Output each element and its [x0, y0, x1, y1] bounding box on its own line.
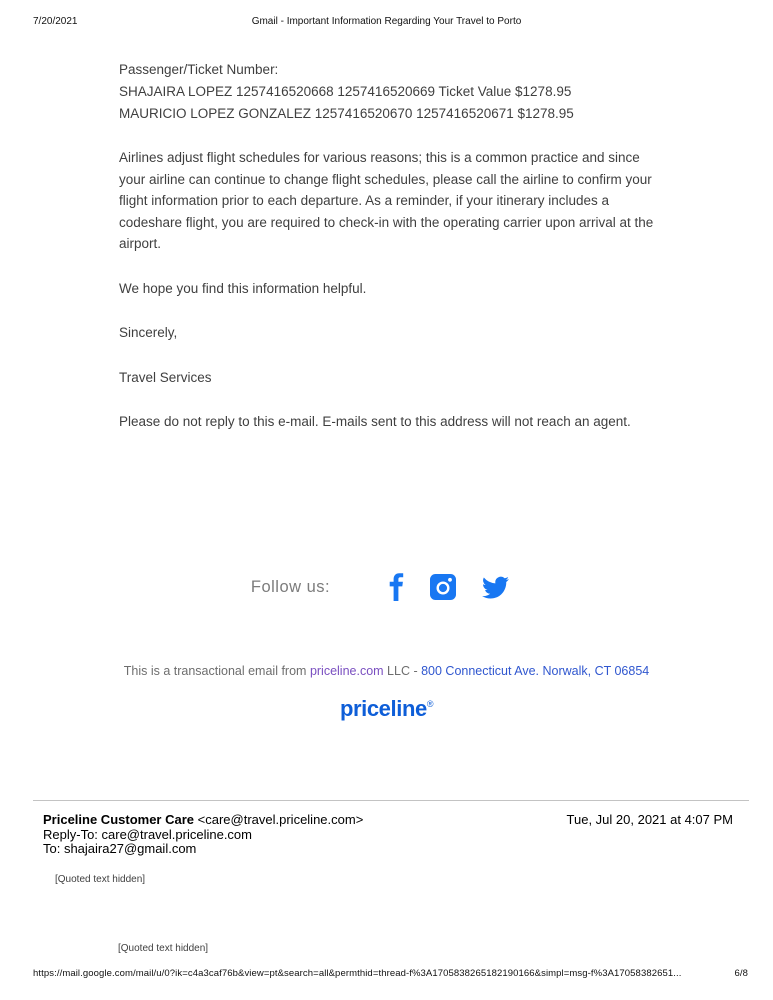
priceline-logo	[340, 696, 433, 721]
paragraph-no-reply: Please do not reply to this e-mail. E-mails sent to this address will not reach an agent.	[119, 414, 631, 429]
priceline-logo-text: priceline	[339, 696, 427, 721]
passenger-line: SHAJAIRA LOPEZ 1257416520668 1257416520669 Ticket Value $1278.95	[119, 84, 572, 99]
message-header	[43, 813, 733, 857]
divider	[33, 800, 749, 801]
from-line	[43, 813, 363, 828]
to-line: To: shajaira27@gmail.com	[43, 841, 197, 856]
address-link[interactable]: 800 Connecticut Ave. Norwalk, CT 06854	[421, 664, 650, 678]
transactional-line	[0, 664, 773, 678]
registered-mark: ®	[426, 699, 434, 709]
from-name: Priceline Customer Care	[43, 812, 195, 827]
email-body	[119, 59, 659, 456]
message-date: Tue, Jul 20, 2021 at 4:07 PM	[566, 812, 733, 827]
follow-us-label: Follow us:	[250, 577, 331, 596]
print-footer	[33, 968, 748, 979]
passenger-ticket-block	[119, 59, 659, 125]
quoted-text-hidden: [Quoted text hidden]	[118, 943, 209, 954]
print-date: 7/20/2021	[33, 16, 78, 27]
print-title: Gmail - Important Information Regarding Your Travel to Porto	[251, 16, 522, 27]
priceline-com-link[interactable]: priceline.com	[309, 664, 384, 678]
print-header	[33, 16, 740, 27]
quoted-text-hidden: [Quoted text hidden]	[55, 874, 146, 885]
facebook-icon[interactable]	[389, 573, 404, 601]
paragraph-schedule-notice: Airlines adjust flight schedules for various reasons; this is a common practice and since your airline can continue to change flight schedules, please call the airline to confirm your flight information prior to each departure. As a reminder, if your itinerary includes a codeshare flight, you are required to check-in with the operating carrier upon arrival at the airport.	[119, 150, 654, 251]
paragraph-helpful: We hope you find this information helpful.	[119, 280, 367, 296]
passenger-line: MAURICIO LOPEZ GONZALEZ 1257416520670 1257416520671 $1278.95	[119, 106, 574, 121]
transactional-prefix: This is a transactional email from	[123, 664, 310, 678]
paragraph-sincerely: Sincerely,	[119, 325, 178, 340]
message-header-left	[43, 813, 363, 857]
transactional-middle: LLC -	[383, 664, 422, 678]
print-url: https://mail.google.com/mail/u/0?ik=c4a3caf76b&view=pt&search=all&permthid=thread-f%3A1705838265182190166&simpl=msg-f%3A17058382651...	[33, 968, 682, 979]
logo-row	[0, 696, 773, 722]
reply-to-line: Reply-To: care@travel.priceline.com	[43, 826, 252, 842]
twitter-icon[interactable]	[482, 576, 509, 599]
from-email: <care@travel.priceline.com>	[197, 812, 364, 827]
passenger-ticket-label: Passenger/Ticket Number:	[119, 62, 279, 77]
follow-us-row	[0, 570, 773, 604]
paragraph-travel-services: Travel Services	[119, 369, 212, 385]
page-number: 6/8	[734, 968, 748, 979]
instagram-icon[interactable]	[430, 574, 456, 600]
